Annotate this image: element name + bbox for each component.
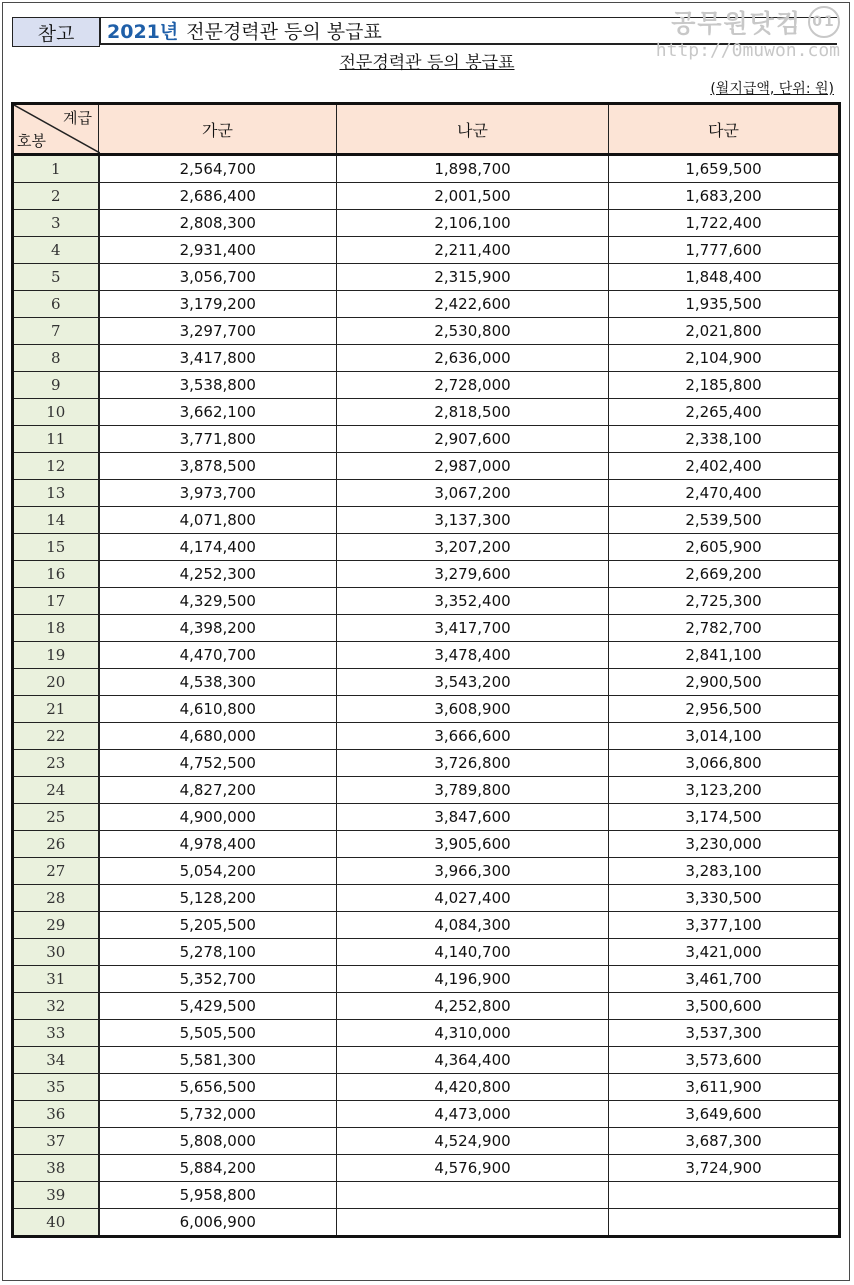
da-value-cell: 1,777,600 bbox=[609, 237, 840, 264]
na-value-cell: 2,211,400 bbox=[337, 237, 609, 264]
da-value-cell: 2,402,400 bbox=[609, 453, 840, 480]
step-cell: 14 bbox=[13, 507, 99, 534]
table-row bbox=[13, 534, 840, 561]
table-row bbox=[13, 507, 840, 534]
ga-value-cell: 3,662,100 bbox=[99, 399, 337, 426]
ga-value-cell: 2,931,400 bbox=[99, 237, 337, 264]
step-cell: 13 bbox=[13, 480, 99, 507]
da-value-cell: 2,338,100 bbox=[609, 426, 840, 453]
ga-value-cell: 4,470,700 bbox=[99, 642, 337, 669]
da-value-cell: 3,421,000 bbox=[609, 939, 840, 966]
watermark-name: 공무원닷컴 bbox=[671, 9, 802, 38]
da-value-cell: 2,265,400 bbox=[609, 399, 840, 426]
ga-value-cell: 3,973,700 bbox=[99, 480, 337, 507]
da-value-cell: 3,724,900 bbox=[609, 1155, 840, 1182]
step-cell: 25 bbox=[13, 804, 99, 831]
table-row bbox=[13, 453, 840, 480]
step-cell: 21 bbox=[13, 696, 99, 723]
step-cell: 23 bbox=[13, 750, 99, 777]
na-value-cell: 3,966,300 bbox=[337, 858, 609, 885]
da-value-cell: 2,669,200 bbox=[609, 561, 840, 588]
step-cell: 36 bbox=[13, 1101, 99, 1128]
na-value-cell: 3,279,600 bbox=[337, 561, 609, 588]
ga-value-cell: 4,900,000 bbox=[99, 804, 337, 831]
step-cell: 20 bbox=[13, 669, 99, 696]
step-cell: 29 bbox=[13, 912, 99, 939]
da-value-cell: 2,470,400 bbox=[609, 480, 840, 507]
na-value-cell: 4,473,000 bbox=[337, 1101, 609, 1128]
table-row bbox=[13, 831, 840, 858]
na-value-cell: 3,666,600 bbox=[337, 723, 609, 750]
da-value-cell: 2,539,500 bbox=[609, 507, 840, 534]
watermark-url: http://0muwon.com bbox=[655, 40, 840, 61]
ga-value-cell: 5,808,000 bbox=[99, 1128, 337, 1155]
table-row bbox=[13, 183, 840, 210]
step-cell: 2 bbox=[13, 183, 99, 210]
ga-value-cell: 5,054,200 bbox=[99, 858, 337, 885]
step-cell: 37 bbox=[13, 1128, 99, 1155]
ga-value-cell: 3,297,700 bbox=[99, 318, 337, 345]
table-row bbox=[13, 1209, 840, 1237]
table-header-row bbox=[13, 104, 840, 155]
na-value-cell: 3,789,800 bbox=[337, 777, 609, 804]
na-value-cell: 4,310,000 bbox=[337, 1020, 609, 1047]
na-value-cell: 3,478,400 bbox=[337, 642, 609, 669]
na-value-cell: 4,524,900 bbox=[337, 1128, 609, 1155]
step-cell: 19 bbox=[13, 642, 99, 669]
ga-value-cell: 5,581,300 bbox=[99, 1047, 337, 1074]
ga-value-cell: 4,252,300 bbox=[99, 561, 337, 588]
na-value-cell: 4,140,700 bbox=[337, 939, 609, 966]
ga-value-cell: 6,006,900 bbox=[99, 1209, 337, 1237]
ga-value-cell: 5,505,500 bbox=[99, 1020, 337, 1047]
step-cell: 31 bbox=[13, 966, 99, 993]
column-header-na: 나군 bbox=[337, 104, 609, 155]
step-cell: 40 bbox=[13, 1209, 99, 1237]
reference-label: 참고 bbox=[12, 17, 100, 47]
ga-value-cell: 5,884,200 bbox=[99, 1155, 337, 1182]
table-row bbox=[13, 723, 840, 750]
salary-table bbox=[11, 102, 841, 1238]
da-value-cell: 1,935,500 bbox=[609, 291, 840, 318]
table-row bbox=[13, 696, 840, 723]
na-value-cell: 4,576,900 bbox=[337, 1155, 609, 1182]
table-row bbox=[13, 1074, 840, 1101]
table-row bbox=[13, 237, 840, 264]
ga-value-cell: 4,071,800 bbox=[99, 507, 337, 534]
ga-value-cell: 2,686,400 bbox=[99, 183, 337, 210]
da-value-cell: 3,611,900 bbox=[609, 1074, 840, 1101]
ga-value-cell: 4,680,000 bbox=[99, 723, 337, 750]
ga-value-cell: 3,538,800 bbox=[99, 372, 337, 399]
na-value-cell: 3,137,300 bbox=[337, 507, 609, 534]
table-subtitle bbox=[0, 48, 854, 73]
na-value-cell bbox=[337, 1209, 609, 1237]
da-value-cell: 3,014,100 bbox=[609, 723, 840, 750]
ga-value-cell: 3,417,800 bbox=[99, 345, 337, 372]
table-row bbox=[13, 1182, 840, 1209]
step-cell: 5 bbox=[13, 264, 99, 291]
ga-value-cell: 5,352,700 bbox=[99, 966, 337, 993]
ga-value-cell: 4,752,500 bbox=[99, 750, 337, 777]
da-value-cell: 1,659,500 bbox=[609, 155, 840, 183]
da-value-cell: 2,104,900 bbox=[609, 345, 840, 372]
table-row bbox=[13, 588, 840, 615]
table-row bbox=[13, 642, 840, 669]
table-row bbox=[13, 804, 840, 831]
na-value-cell: 2,315,900 bbox=[337, 264, 609, 291]
corner-step-label: 호봉 bbox=[17, 132, 46, 150]
table-row bbox=[13, 885, 840, 912]
na-value-cell: 4,420,800 bbox=[337, 1074, 609, 1101]
ga-value-cell: 3,179,200 bbox=[99, 291, 337, 318]
step-cell: 9 bbox=[13, 372, 99, 399]
step-cell: 6 bbox=[13, 291, 99, 318]
step-cell: 33 bbox=[13, 1020, 99, 1047]
table-row bbox=[13, 615, 840, 642]
table-row bbox=[13, 939, 840, 966]
da-value-cell: 2,900,500 bbox=[609, 669, 840, 696]
na-value-cell: 2,636,000 bbox=[337, 345, 609, 372]
table-body bbox=[13, 155, 840, 1237]
step-cell: 11 bbox=[13, 426, 99, 453]
na-value-cell bbox=[337, 1182, 609, 1209]
ga-value-cell: 4,329,500 bbox=[99, 588, 337, 615]
ga-value-cell: 3,878,500 bbox=[99, 453, 337, 480]
table-row bbox=[13, 1128, 840, 1155]
ga-value-cell: 5,958,800 bbox=[99, 1182, 337, 1209]
na-value-cell: 3,067,200 bbox=[337, 480, 609, 507]
ga-value-cell: 4,978,400 bbox=[99, 831, 337, 858]
na-value-cell: 2,001,500 bbox=[337, 183, 609, 210]
corner-header bbox=[13, 104, 99, 155]
subtitle-text: 전문경력관 등의 봉급표 bbox=[339, 53, 515, 73]
na-value-cell: 4,027,400 bbox=[337, 885, 609, 912]
da-value-cell: 1,722,400 bbox=[609, 210, 840, 237]
step-cell: 10 bbox=[13, 399, 99, 426]
na-value-cell: 3,543,200 bbox=[337, 669, 609, 696]
column-header-ga: 가군 bbox=[99, 104, 337, 155]
table-row bbox=[13, 858, 840, 885]
title-text: 전문경력관 등의 봉급표 bbox=[186, 21, 382, 43]
table-row bbox=[13, 345, 840, 372]
table-row bbox=[13, 669, 840, 696]
step-cell: 26 bbox=[13, 831, 99, 858]
table-row bbox=[13, 1101, 840, 1128]
step-cell: 3 bbox=[13, 210, 99, 237]
na-value-cell: 2,728,000 bbox=[337, 372, 609, 399]
da-value-cell: 3,461,700 bbox=[609, 966, 840, 993]
step-cell: 34 bbox=[13, 1047, 99, 1074]
da-value-cell: 2,841,100 bbox=[609, 642, 840, 669]
ga-value-cell: 5,429,500 bbox=[99, 993, 337, 1020]
table-row bbox=[13, 750, 840, 777]
da-value-cell: 2,956,500 bbox=[609, 696, 840, 723]
na-value-cell: 2,106,100 bbox=[337, 210, 609, 237]
watermark-logo-icon: 01 bbox=[808, 6, 840, 38]
unit-note: (월지급액, 단위: 원) bbox=[710, 81, 834, 97]
step-cell: 16 bbox=[13, 561, 99, 588]
ga-value-cell: 5,732,000 bbox=[99, 1101, 337, 1128]
da-value-cell: 3,573,600 bbox=[609, 1047, 840, 1074]
step-cell: 24 bbox=[13, 777, 99, 804]
na-value-cell: 3,352,400 bbox=[337, 588, 609, 615]
table-row bbox=[13, 291, 840, 318]
da-value-cell: 3,537,300 bbox=[609, 1020, 840, 1047]
da-value-cell: 3,687,300 bbox=[609, 1128, 840, 1155]
na-value-cell: 2,818,500 bbox=[337, 399, 609, 426]
da-value-cell: 1,848,400 bbox=[609, 264, 840, 291]
da-value-cell: 3,377,100 bbox=[609, 912, 840, 939]
ga-value-cell: 4,610,800 bbox=[99, 696, 337, 723]
table-row bbox=[13, 318, 840, 345]
ga-value-cell: 4,538,300 bbox=[99, 669, 337, 696]
da-value-cell: 3,330,500 bbox=[609, 885, 840, 912]
ga-value-cell: 2,808,300 bbox=[99, 210, 337, 237]
step-cell: 30 bbox=[13, 939, 99, 966]
table-row bbox=[13, 777, 840, 804]
ga-value-cell: 4,398,200 bbox=[99, 615, 337, 642]
da-value-cell: 2,021,800 bbox=[609, 318, 840, 345]
da-value-cell: 3,174,500 bbox=[609, 804, 840, 831]
na-value-cell: 3,905,600 bbox=[337, 831, 609, 858]
da-value-cell bbox=[609, 1182, 840, 1209]
na-value-cell: 1,898,700 bbox=[337, 155, 609, 183]
step-cell: 22 bbox=[13, 723, 99, 750]
da-value-cell: 2,725,300 bbox=[609, 588, 840, 615]
table-row bbox=[13, 426, 840, 453]
ga-value-cell: 5,128,200 bbox=[99, 885, 337, 912]
table-row bbox=[13, 993, 840, 1020]
ga-value-cell: 3,056,700 bbox=[99, 264, 337, 291]
ga-value-cell: 4,174,400 bbox=[99, 534, 337, 561]
ga-value-cell: 5,656,500 bbox=[99, 1074, 337, 1101]
step-cell: 39 bbox=[13, 1182, 99, 1209]
da-value-cell: 2,605,900 bbox=[609, 534, 840, 561]
na-value-cell: 2,530,800 bbox=[337, 318, 609, 345]
step-cell: 17 bbox=[13, 588, 99, 615]
step-cell: 8 bbox=[13, 345, 99, 372]
table-row bbox=[13, 966, 840, 993]
na-value-cell: 4,196,900 bbox=[337, 966, 609, 993]
header-bar bbox=[12, 17, 100, 47]
na-value-cell: 4,364,400 bbox=[337, 1047, 609, 1074]
na-value-cell: 3,608,900 bbox=[337, 696, 609, 723]
step-cell: 7 bbox=[13, 318, 99, 345]
table-row bbox=[13, 210, 840, 237]
ga-value-cell: 2,564,700 bbox=[99, 155, 337, 183]
title-year: 2021년 bbox=[107, 21, 179, 43]
da-value-cell: 3,230,000 bbox=[609, 831, 840, 858]
na-value-cell: 2,987,000 bbox=[337, 453, 609, 480]
table-row bbox=[13, 561, 840, 588]
da-value-cell: 3,066,800 bbox=[609, 750, 840, 777]
na-value-cell: 3,726,800 bbox=[337, 750, 609, 777]
step-cell: 28 bbox=[13, 885, 99, 912]
table-row bbox=[13, 912, 840, 939]
table-row bbox=[13, 264, 840, 291]
table-row bbox=[13, 399, 840, 426]
step-cell: 27 bbox=[13, 858, 99, 885]
table-row bbox=[13, 372, 840, 399]
table-row bbox=[13, 1155, 840, 1182]
ga-value-cell: 5,278,100 bbox=[99, 939, 337, 966]
da-value-cell bbox=[609, 1209, 840, 1237]
table-row bbox=[13, 155, 840, 183]
na-value-cell: 3,417,700 bbox=[337, 615, 609, 642]
step-cell: 15 bbox=[13, 534, 99, 561]
da-value-cell: 3,500,600 bbox=[609, 993, 840, 1020]
step-cell: 12 bbox=[13, 453, 99, 480]
da-value-cell: 3,283,100 bbox=[609, 858, 840, 885]
table-row bbox=[13, 480, 840, 507]
step-cell: 38 bbox=[13, 1155, 99, 1182]
step-cell: 1 bbox=[13, 155, 99, 183]
da-value-cell: 3,649,600 bbox=[609, 1101, 840, 1128]
ga-value-cell: 5,205,500 bbox=[99, 912, 337, 939]
da-value-cell: 2,185,800 bbox=[609, 372, 840, 399]
step-cell: 32 bbox=[13, 993, 99, 1020]
da-value-cell: 2,782,700 bbox=[609, 615, 840, 642]
corner-grade-label: 계급 bbox=[63, 109, 92, 127]
na-value-cell: 3,207,200 bbox=[337, 534, 609, 561]
na-value-cell: 2,907,600 bbox=[337, 426, 609, 453]
step-cell: 18 bbox=[13, 615, 99, 642]
table-row bbox=[13, 1047, 840, 1074]
da-value-cell: 1,683,200 bbox=[609, 183, 840, 210]
ga-value-cell: 3,771,800 bbox=[99, 426, 337, 453]
na-value-cell: 4,252,800 bbox=[337, 993, 609, 1020]
na-value-cell: 4,084,300 bbox=[337, 912, 609, 939]
step-cell: 35 bbox=[13, 1074, 99, 1101]
da-value-cell: 3,123,200 bbox=[609, 777, 840, 804]
column-header-da: 다군 bbox=[609, 104, 840, 155]
ga-value-cell: 4,827,200 bbox=[99, 777, 337, 804]
step-cell: 4 bbox=[13, 237, 99, 264]
table-row bbox=[13, 1020, 840, 1047]
na-value-cell: 3,847,600 bbox=[337, 804, 609, 831]
na-value-cell: 2,422,600 bbox=[337, 291, 609, 318]
